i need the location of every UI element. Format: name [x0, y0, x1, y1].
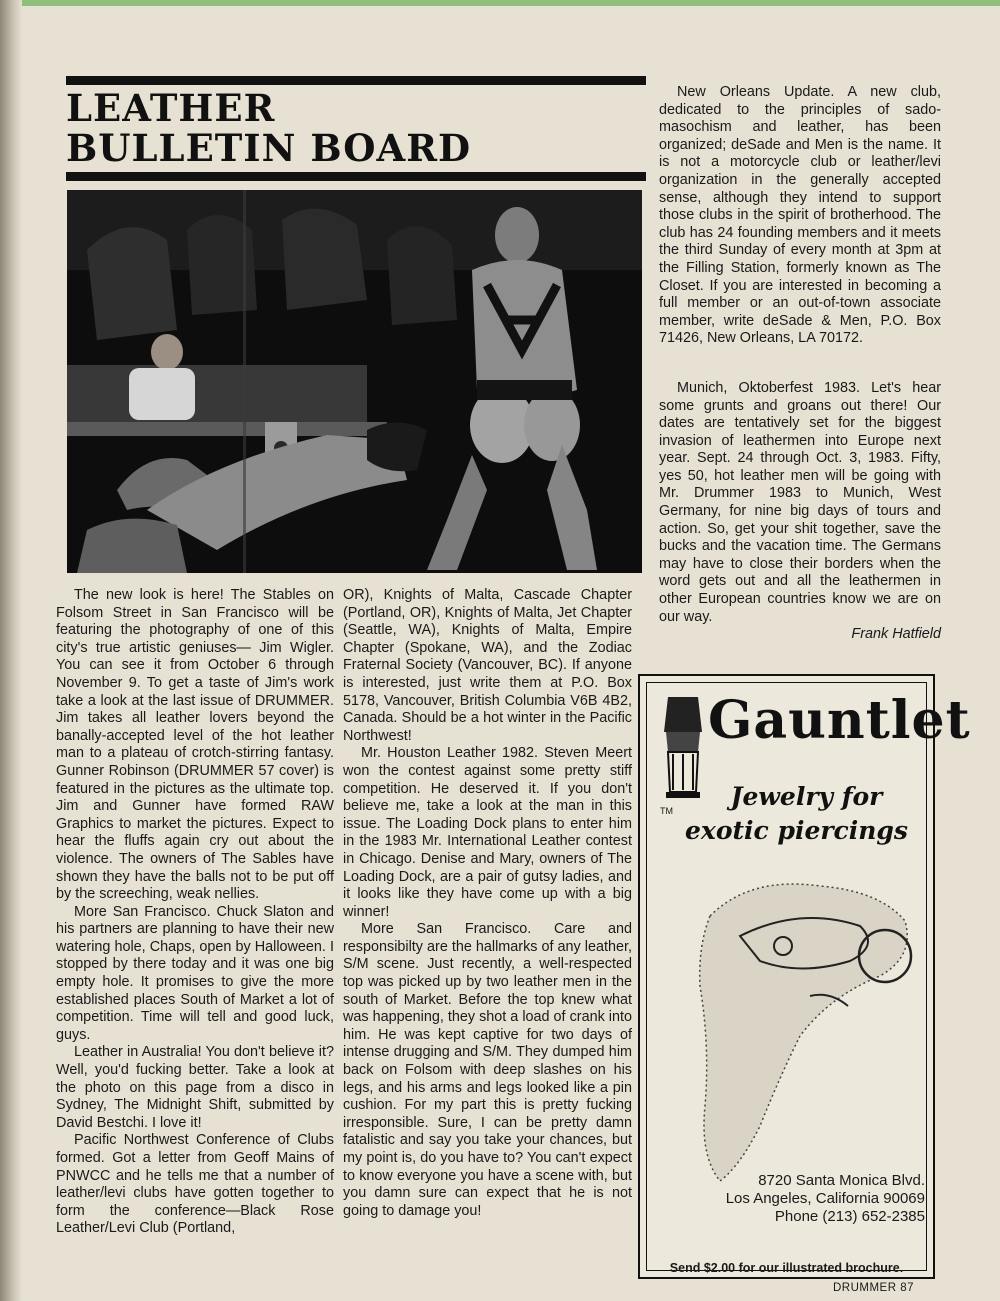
paragraph: Leather in Australia! You don't believe it? Well, you'd fucking better. Take a look at the photo on this page from a disco in Sydney, The Midnight Shift, submitted by David Bestchi. I love it! [56, 1044, 334, 1131]
title-line-1: LEATHER [66, 86, 276, 130]
ad-tagline-2: exotic piercings [685, 816, 908, 845]
ad-phone: Phone (213) 652-2385 [774, 1208, 925, 1225]
ad-street: 8720 Santa Monica Blvd. [758, 1172, 925, 1189]
paragraph: Pacific Northwest Conference of Clubs formed. Got a letter from Geoff Mains of PNWCC and he tells me that a number of leather/levi clubs have gotten together to form the conference—Black Rose Leather/Levi Club (Portland, [56, 1132, 334, 1237]
ad-brand-name: Gauntlet [708, 690, 971, 751]
photo-illustration [67, 190, 642, 573]
ad-city: Los Angeles, California 90069 [725, 1190, 925, 1207]
article-column-2 [343, 587, 632, 1220]
ad-address [726, 1172, 925, 1226]
paragraph: The new look is here! The Stables on Folsom Street in San Francisco will be featuring the photography of one of this city's true artistic geniuses— Jim Wigler. You can see it from October 6 through November 9. To get a taste of Jim's work take a look at the last issue of DRUMMER. Jim takes all leather lovers beyond the banally-accepted level of the hot leather man to a plateau of crotch-stirring fantasy. Gunner Robinson (DRUMMER 57 cover) is featured in the pictures as the ultimate top. Jim and Gunner have formed RAW Graphics to market the pictures. Expect to hear the fluffs again cry out about the violence. The owners of The Sables have shown they have the balls not to be put off by the screeching, weak nellies. [56, 587, 334, 903]
new-orleans-paragraph: New Orleans Update. A new club, dedicated to the principles of sado-masochism and leather, has been organized; deSade and Men is the name. It is not a motorcycle club or leather/levi organization in the generally accepted sense, although they intend to support those clubs in the spirit of brotherhood. The club has 24 founding members and it meets the third Sunday of every month at 3pm at the Filling Station, formerly known as The Closet. If you are interested in becoming a full member or an out-of-town associate member, write deSade & Men, P.O. Box 71426, New Orleans, LA 70172. [659, 84, 941, 347]
page-folio: DRUMMER 87 [832, 1282, 914, 1294]
top-edge [0, 0, 1000, 6]
paragraph: More San Francisco. Care and responsibilty are the hallmarks of any leather, S/M scene. Just recently, a well-respected top was picked up by two leather men in the south of Market. Before the top knew what was happening, they shot a load of crank into him. He was kept captive for two days of intense drugging and S/M. They dumped him back on Folsom with deep slashes on his legs, and his arms and legs looked like a pin cushion. For my part this is pretty fucking irresponsible. Sure, I can be pretty damn fatalistic and say you take your chances, but my point is, do you have to? You can't expect to know everyone you have a scene with, but you damn sure can expect that he is not going to damage you! [343, 921, 632, 1219]
event-photo [67, 190, 642, 573]
header-bottom-rule [66, 172, 646, 181]
author-byline: Frank Hatfield [851, 626, 941, 643]
article-column-3 [659, 84, 941, 644]
trademark-mark: TM [660, 806, 673, 816]
munich-paragraph: Munich, Oktoberfest 1983. Let's hear some grunts and groans out there! Our dates are tentatively set for the biggest invasion of leathermen into Europe next year. Sept. 24 through Oct. 3, 1983. Fifty, yes 50, hot leather men will be going with Mr. Drummer 1983 to Munich, West Germany, for nine big days of tours and action. So, get your shit together, save the bucks and the vacation time. The Germans may have to close their borders when the word gets out and all the leathermen in other European countries know we are on our way. [659, 379, 941, 625]
paragraph: Mr. Houston Leather 1982. Steven Meert won the contest against some pretty stiff competition. He deserved it. If you don't believe me, take a look at the man in this issue. The Loading Dock plans to enter him in the 1983 Mr. International Leather contest in Chicago. Denise and Mary, owners of The Loading Dock, are a pair of gutsy ladies, and it looks like they have come up with a big winner! [343, 745, 632, 920]
paragraph: More San Francisco. Chuck Slaton and his partners are planning to have their new watering hole, Chaps, open by Halloween. I stopped by there today and it was one big empty hole. It promises to give the more established places South of Market a lot of competition. Time will tell and good luck, guys. [56, 903, 334, 1043]
binding-shadow [0, 0, 22, 1301]
page-title [66, 88, 636, 168]
gauntlet-advertisement [638, 674, 971, 1279]
header-top-rule [66, 76, 646, 85]
piercing-jewelry-illustration [680, 866, 920, 1196]
title-line-2: BULLETIN BOARD [66, 126, 472, 170]
ad-tagline-1: Jewelry for [730, 782, 883, 811]
paragraph: OR), Knights of Malta, Cascade Chapter (Portland, OR), Knights of Malta, Jet Chapter (Seattle, WA), Knights of Malta, Empire Chapter (Spokane, WA), and the Zodiac Fraternal Society (Vancouver, BC). If anyone is interested, just write them at P.O. Box 5178, Vancouver, British Columbia V6B 4B2, Canada. Should be a hot winter in the Pacific Northwest! [343, 587, 632, 744]
article-column-1 [56, 587, 334, 1238]
ad-brochure-offer: Send $2.00 for our illustrated brochure. [669, 1261, 904, 1275]
